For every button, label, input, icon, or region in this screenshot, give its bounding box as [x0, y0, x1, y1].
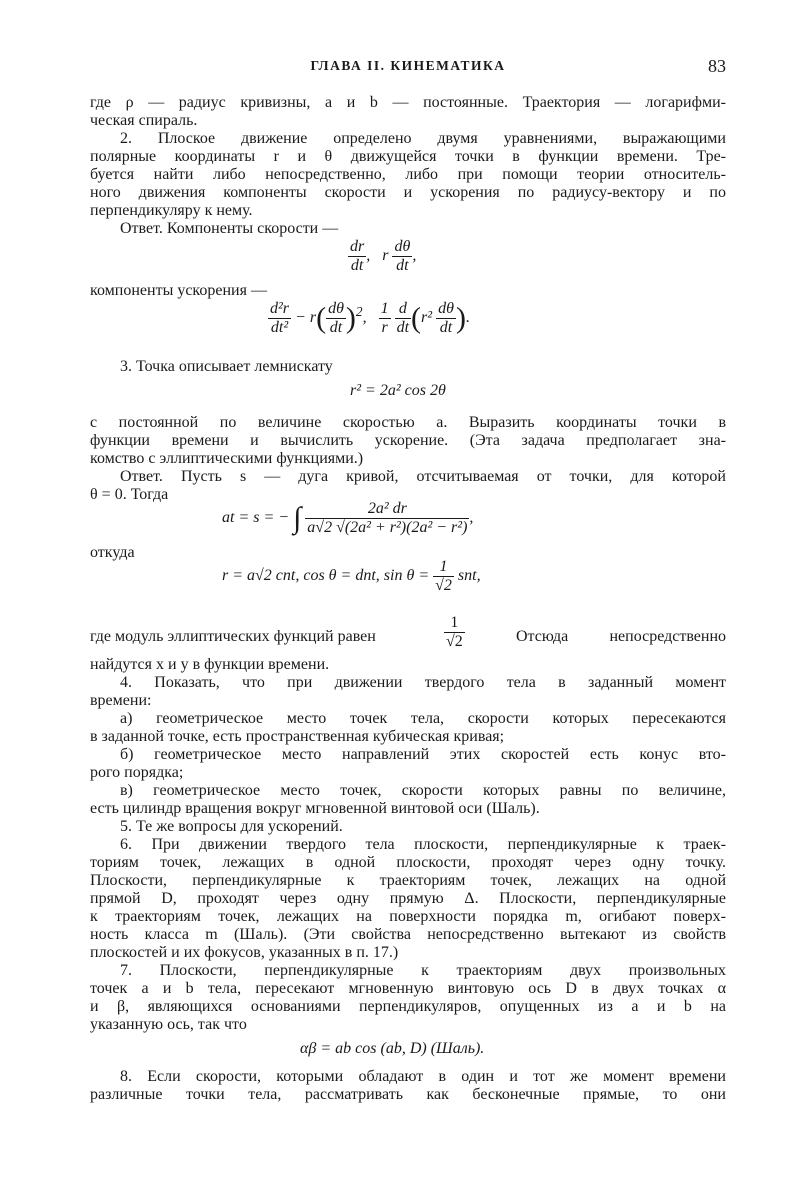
text-line: компоненты ускорения — [90, 282, 267, 299]
fraction [348, 238, 366, 275]
comma: , [366, 247, 371, 265]
text-line: в заданной точке, есть пространственная кубическая кривая; [90, 728, 505, 745]
text-line: есть цилиндр вращения вокруг мгновенной винтовой оси (Шаль). [90, 800, 540, 817]
text-line: в) геометрическое место точек, скорости которых равны по величине, [120, 782, 726, 799]
denominator: dt [396, 257, 409, 274]
numerator: dθ [394, 238, 411, 255]
page-number: 83 [708, 56, 726, 76]
exponent: 2 [355, 303, 363, 319]
text-line: комство с эллиптическими функциями.) [90, 450, 364, 467]
text-line: найдутся x и y в функции времени. [90, 656, 330, 673]
denominator: r [381, 319, 388, 336]
numerator: dr [350, 238, 365, 255]
text-line: прямой D, проходят через одну прямую Δ. Плоскости, перпендикулярные [90, 890, 726, 907]
text-line: к траекториям точек, лежащих на поверхности порядка m, огибают поверх- [90, 908, 726, 925]
denominator: √2 [446, 633, 463, 650]
numerator: 2a² dr [305, 500, 469, 519]
fraction [433, 558, 454, 595]
solution-text: snt, [457, 567, 481, 585]
fraction [268, 300, 291, 337]
comma: , [412, 247, 417, 265]
numerator: d²r [270, 300, 290, 317]
text-line: ториям точек, лежащих в одной плоскости, проходят через одну точку. [90, 854, 726, 871]
text-line: 7. Плоскости, перпендикулярные к траекториям двух произвольных [120, 962, 726, 979]
text-line: Ответ. Пусть s — дуга кривой, отсчитываемая от точки, для которой [120, 468, 726, 485]
denominator: dt [439, 319, 453, 336]
text-line: 6. При движении твердого тела плоскости, перпендикулярные к траек- [120, 836, 726, 853]
text-line: буется найти либо непосредственно, либо при помощи теории относитель- [90, 166, 726, 183]
comma: , [469, 509, 474, 527]
fraction [444, 614, 465, 651]
text-line: ность класса m (Шаль). (Эти свойства непосредственно вытекают из свойств [90, 926, 726, 943]
formula-chasles: αβ = ab cos (ab, D) (Шаль). [300, 1040, 485, 1057]
integral-lhs: at = s = − [222, 509, 290, 527]
denominator: dt [329, 319, 343, 336]
numerator: d [395, 300, 411, 319]
text-line: функции времени и вычислить ускорение. (Эта задача предполагает зна- [90, 432, 726, 449]
numerator: 1 [433, 558, 454, 577]
text-line: где модуль эллиптических функций равен [90, 628, 376, 645]
fraction [326, 300, 346, 337]
symbol-minus-r: − r [295, 309, 317, 327]
text-line: Отсюда непосредственно [516, 628, 726, 645]
period: . [465, 309, 470, 327]
text-line: плоскостей и их фокусов, указанных в п. 17.) [90, 944, 399, 961]
symbol-r-squared: r² [421, 309, 433, 327]
text-line: 3. Точка описывает лемнискату [120, 358, 333, 375]
text-line: а) геометрическое место точек тела, скорости которых пересекаются [120, 710, 726, 727]
numerator: 1 [444, 614, 465, 633]
formula-velocity [348, 238, 416, 275]
fraction [436, 300, 456, 337]
text-line: и β, являющихся основаниями перпендикуляров, опущенных из a и b на [90, 998, 726, 1015]
text-line: Плоскости, перпендикулярные к траекториям точек, лежащих на одной [90, 872, 726, 889]
text-line: ческая спираль. [90, 112, 198, 129]
text-line: с постоянной по величине скоростью a. Выразить координаты точки в [90, 414, 726, 431]
running-header [90, 56, 726, 80]
text-line: б) геометрическое место направлений этих скоростей есть конус вто- [120, 746, 726, 763]
text-line: 8. Если скорости, которыми обладают в один и тот же момент времени [120, 1068, 726, 1085]
denominator: dt [396, 319, 410, 336]
text-line: полярные координаты r и θ движущейся точки в функции времени. Тре- [90, 148, 726, 165]
denominator: dt [350, 257, 364, 274]
text-line: Ответ. Компоненты скорости — [120, 220, 339, 237]
text-line: где ρ — радиус кривизны, a и b — постоянные. Траектория — логарифми- [90, 94, 726, 111]
text-line: времени: [90, 692, 152, 709]
text-line: указанную ось, так что [90, 1016, 247, 1033]
denominator: dt² [270, 319, 289, 336]
denominator: a√2 √(2a² + r²)(2a² − r²) [307, 519, 468, 536]
text-line: 4. Показать, что при движении твердого тела в заданный момент [120, 674, 726, 691]
fraction [392, 238, 412, 275]
text-line: различные точки тела, рассматривать как бесконечные прямые, то они [90, 1086, 726, 1103]
formula-lemniscate: r² = 2a² cos 2θ [350, 382, 446, 399]
text-line: откуда [90, 544, 135, 561]
modulus-line [90, 614, 726, 654]
text-line: θ = 0. Тогда [90, 486, 169, 503]
numerator: dθ [328, 300, 344, 317]
fraction [379, 300, 391, 337]
text-line: 2. Плоское движение определено двумя уравнениями, выражающими [120, 130, 726, 147]
text-line: 5. Те же вопросы для ускорений. [120, 818, 343, 835]
text-line: ного движения компоненты скорости и ускорения по радиусу-вектору и по [90, 184, 726, 201]
solution-text: r = a√2 cnt, cos θ = dnt, sin θ = [222, 567, 430, 585]
text-line: точек a и b тела, пересекают мгновенную винтовую ось D в двух точках α [90, 980, 726, 997]
text-line: рого порядка; [90, 764, 184, 781]
denominator: √2 [435, 577, 452, 594]
numerator: dθ [438, 300, 454, 317]
fraction [305, 500, 469, 537]
fraction [395, 300, 411, 337]
formula-solution [222, 558, 481, 595]
chapter-title: ГЛАВА II. КИНЕМАТИКА [310, 58, 506, 73]
comma: , [362, 309, 367, 327]
symbol-r: r [382, 247, 389, 265]
integral-sign: ∫ [293, 501, 302, 535]
formula-integral [222, 500, 473, 537]
text-line: перпендикуляру к нему. [90, 202, 253, 219]
formula-acceleration: $\frac{\text{d²r}}{\text{dt²}}$ − r( $\frac{d\theta}{dt}$ )$^2$, $\frac{1}{r}$ $\frac{d}{dt}$ (r² $\frac{d\theta}{dt}$ ). [270, 300, 470, 336]
numerator: 1 [380, 300, 389, 317]
